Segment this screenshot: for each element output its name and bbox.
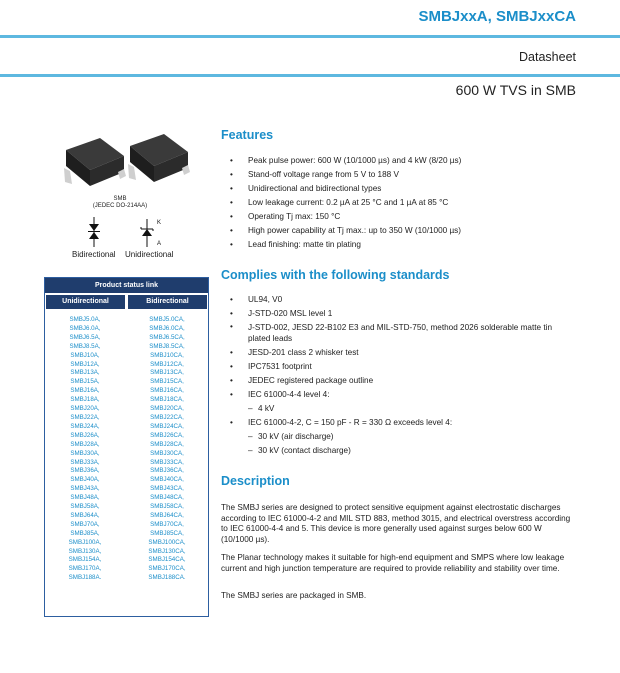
part-number-link[interactable]: SMBJ6.5A, xyxy=(69,333,101,341)
part-number-link[interactable]: SMBJ100A, xyxy=(68,538,102,546)
part-number-link[interactable]: SMBJ130CA, xyxy=(148,547,186,555)
part-number-link[interactable]: SMBJ58CA, xyxy=(150,503,184,511)
part-number-link[interactable]: SMBJ24CA, xyxy=(150,422,184,430)
part-number-link[interactable]: SMBJ20CA, xyxy=(150,405,184,413)
part-number-link[interactable]: SMBJ13CA, xyxy=(150,369,184,377)
bidirectional-part-list xyxy=(127,316,207,583)
document-type: Datasheet xyxy=(519,50,576,64)
feature-item: • Unidirectional and bidirectional types xyxy=(230,182,570,196)
part-number-link[interactable]: SMBJ188CA. xyxy=(148,574,186,582)
feature-item: • High power capability at Tj max.: up to 350 W (10/1000 µs) xyxy=(230,224,570,238)
standard-item: • J-STD-020 MSL level 1 xyxy=(230,307,570,321)
feature-item: • Low leakage current: 0.2 µA at 25 °C and 1 µA at 85 °C xyxy=(230,196,570,210)
package-jedec: (JEDEC DO-214AA) xyxy=(92,203,148,209)
part-number-link[interactable]: SMBJ188A. xyxy=(68,574,102,582)
header-rule-top xyxy=(0,35,620,38)
document-title: SMBJxxA, SMBJxxCA xyxy=(418,8,576,25)
part-number-link[interactable]: SMBJ36CA, xyxy=(150,467,184,475)
unidirectional-part-list xyxy=(45,316,125,583)
description-heading: Description xyxy=(221,474,290,488)
standard-item: • UL94, V0 xyxy=(230,293,570,307)
part-number-link[interactable]: SMBJ58A, xyxy=(70,503,100,511)
bidirectional-diode-symbol xyxy=(86,217,102,247)
standard-item: • IEC 61000-4-2, C = 150 pF - R = 330 Ω exceeds level 4: xyxy=(230,416,570,430)
part-number-link[interactable]: SMBJ130A, xyxy=(68,547,102,555)
part-number-link[interactable]: SMBJ26A, xyxy=(70,431,100,439)
part-number-link[interactable]: SMBJ64CA, xyxy=(150,511,184,519)
unidirectional-column-header: Unidirectional xyxy=(46,295,125,309)
part-number-link[interactable]: SMBJ36A, xyxy=(70,467,100,475)
part-number-link[interactable]: SMBJ33A, xyxy=(70,458,100,466)
description-paragraph: The SMBJ series are designed to protect sensitive equipment against electrostatic discharges according to IEC 61000-4-2 and MIL STD 883, method 3015, and electrical overstress according to IEC 61000-4-4 and 5. This device is more generally used against surges below 600 W (10/1000 µs). xyxy=(221,503,571,544)
feature-item: • Lead finishing: matte tin plating xyxy=(230,238,570,252)
part-number-link[interactable]: SMBJ18A, xyxy=(70,396,100,404)
part-number-link[interactable]: SMBJ170A, xyxy=(68,565,102,573)
part-number-link[interactable]: SMBJ33CA, xyxy=(150,458,184,466)
bidirectional-label: Bidirectional xyxy=(72,250,116,259)
part-number-link[interactable]: SMBJ10A, xyxy=(70,351,100,359)
part-number-link[interactable]: SMBJ48CA, xyxy=(150,494,184,502)
part-number-link[interactable]: SMBJ15CA, xyxy=(150,378,184,386)
part-number-link[interactable]: SMBJ64A, xyxy=(70,511,100,519)
standard-item: • J-STD-002, JESD 22-B102 E3 and MIL-STD-750, method 2026 solderable matte tin plated leads xyxy=(230,321,570,346)
part-number-link[interactable]: SMBJ85CA, xyxy=(150,529,184,537)
part-number-link[interactable]: SMBJ30CA, xyxy=(150,449,184,457)
standard-item: • IEC 61000-4-4 level 4: xyxy=(230,388,570,402)
standard-item: • IPC7531 footprint xyxy=(230,360,570,374)
part-number-link[interactable]: SMBJ85A, xyxy=(70,529,100,537)
part-number-link[interactable]: SMBJ12A, xyxy=(70,360,100,368)
part-number-link[interactable]: SMBJ13A, xyxy=(70,369,100,377)
part-number-link[interactable]: SMBJ43CA, xyxy=(150,485,184,493)
part-number-link[interactable]: SMBJ154CA, xyxy=(148,556,186,564)
part-number-link[interactable]: SMBJ154A, xyxy=(68,556,102,564)
part-number-link[interactable]: SMBJ30A, xyxy=(70,449,100,457)
part-number-link[interactable]: SMBJ15A, xyxy=(70,378,100,386)
document-subtitle: 600 W TVS in SMB xyxy=(455,82,576,98)
smb-package-illustration xyxy=(58,132,198,194)
features-list xyxy=(230,154,570,252)
feature-item: • Stand-off voltage range from 5 V to 188 V xyxy=(230,168,570,182)
bidirectional-column-header: Bidirectional xyxy=(128,295,207,309)
part-number-link[interactable]: SMBJ22CA, xyxy=(150,413,184,421)
features-heading: Features xyxy=(221,128,274,142)
product-status-table xyxy=(44,277,209,617)
part-number-link[interactable]: SMBJ70A, xyxy=(70,520,100,528)
part-number-link[interactable]: SMBJ6.0CA, xyxy=(149,324,185,332)
unidirectional-diode-symbol xyxy=(137,215,167,251)
standard-subitem: – 30 kV (contact discharge) xyxy=(230,444,570,458)
part-number-link[interactable]: SMBJ26CA, xyxy=(150,431,184,439)
part-number-link[interactable]: SMBJ70CA, xyxy=(150,520,184,528)
part-number-link[interactable]: SMBJ24A, xyxy=(70,422,100,430)
description-paragraph: The Planar technology makes it suitable for high-end equipment and SMPS where low leakage current and high junction temperature are required to provide reliability and stability over time. xyxy=(221,553,565,573)
standards-heading: Complies with the following standards xyxy=(221,268,450,282)
part-number-link[interactable]: SMBJ28A, xyxy=(70,440,100,448)
standard-subitem: – 30 kV (air discharge) xyxy=(230,430,570,444)
part-number-link[interactable]: SMBJ10CA, xyxy=(150,351,184,359)
standard-item: • JESD-201 class 2 whisker test xyxy=(230,346,570,360)
part-number-link[interactable]: SMBJ48A, xyxy=(70,494,100,502)
description-paragraph: The SMBJ series are packaged in SMB. xyxy=(221,591,367,600)
part-number-link[interactable]: SMBJ100CA, xyxy=(148,538,186,546)
part-number-link[interactable]: SMBJ18CA, xyxy=(150,396,184,404)
cathode-label: K xyxy=(157,220,162,226)
feature-item: • Operating Tj max: 150 °C xyxy=(230,210,570,224)
standards-list xyxy=(230,293,570,458)
part-number-link[interactable]: SMBJ22A, xyxy=(70,413,100,421)
standard-subitem: – 4 kV xyxy=(230,402,570,416)
part-number-link[interactable]: SMBJ43A, xyxy=(70,485,100,493)
part-number-link[interactable]: SMBJ28CA, xyxy=(150,440,184,448)
part-number-link[interactable]: SMBJ40CA, xyxy=(150,476,184,484)
unidirectional-label: Unidirectional xyxy=(125,250,174,259)
part-number-link[interactable]: SMBJ170CA, xyxy=(148,565,186,573)
standard-item: • JEDEC registered package outline xyxy=(230,374,570,388)
part-number-link[interactable]: SMBJ8.5A, xyxy=(69,342,101,350)
product-status-heading: Product status link xyxy=(45,278,208,293)
part-number-link[interactable]: SMBJ5.0CA, xyxy=(149,316,185,323)
header-rule-bottom xyxy=(0,74,620,77)
package-name: SMB xyxy=(113,196,127,202)
part-number-link[interactable]: SMBJ16CA, xyxy=(150,387,184,395)
part-number-link[interactable]: SMBJ5.0A, xyxy=(69,316,101,323)
part-number-link[interactable]: SMBJ20A, xyxy=(70,405,100,413)
part-number-link[interactable]: SMBJ6.0A, xyxy=(69,324,101,332)
part-number-link[interactable]: SMBJ16A, xyxy=(70,387,100,395)
part-number-link[interactable]: SMBJ40A, xyxy=(70,476,100,484)
anode-label: A xyxy=(157,241,162,247)
part-number-link[interactable]: SMBJ12CA, xyxy=(150,360,184,368)
part-number-link[interactable]: SMBJ6.5CA, xyxy=(149,333,185,341)
part-number-link[interactable]: SMBJ8.5CA, xyxy=(149,342,185,350)
feature-item: • Peak pulse power: 600 W (10/1000 µs) and 4 kW (8/20 µs) xyxy=(230,154,570,168)
